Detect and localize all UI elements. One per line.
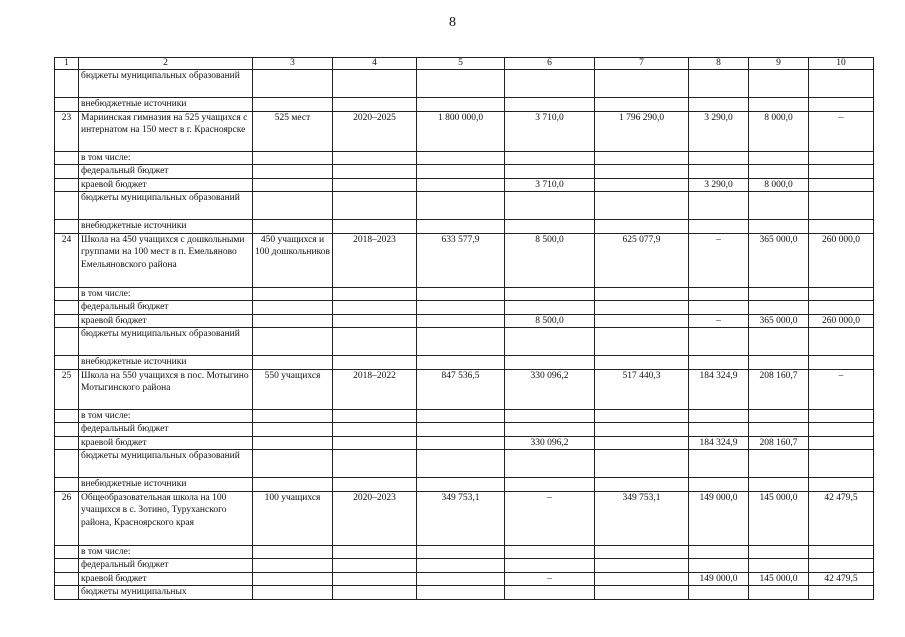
table-cell: [253, 70, 333, 98]
table-cell: [809, 356, 874, 370]
table-cell: Школа на 450 учащихся с дошкольными группами на 100 мест в п. Емельяново Емельяновского района: [79, 233, 253, 287]
table-cell: [809, 151, 874, 165]
table-cell: –: [505, 491, 595, 545]
table-cell: 145 000,0: [749, 491, 809, 545]
table-cell: [505, 70, 595, 98]
table-cell: 208 160,7: [749, 436, 809, 450]
table-cell: [417, 423, 505, 437]
table-cell: [333, 356, 417, 370]
table-cell: федеральный бюджет: [79, 423, 253, 437]
table-cell: [253, 478, 333, 492]
table-cell: [417, 151, 505, 165]
table-cell: 2018–2022: [333, 369, 417, 409]
table-cell: [749, 301, 809, 315]
table-cell: 42 479,5: [809, 491, 874, 545]
table-cell: [253, 586, 333, 600]
table-cell: [749, 559, 809, 573]
table-cell: [595, 478, 689, 492]
table-cell: 260 000,0: [809, 314, 874, 328]
table-cell: краевой бюджет: [79, 572, 253, 586]
table-cell: [55, 586, 79, 600]
table-cell: [55, 287, 79, 301]
table-cell: 625 077,9: [595, 233, 689, 287]
table-cell: [505, 559, 595, 573]
table-cell: [417, 70, 505, 98]
table-cell: [689, 356, 749, 370]
table-cell: бюджеты муниципальных образований: [79, 450, 253, 478]
table-cell: [809, 192, 874, 220]
table-cell: [505, 220, 595, 234]
table-cell: 184 324,9: [689, 436, 749, 450]
table-row: [55, 491, 874, 545]
table-row: [55, 70, 874, 98]
table-cell: [417, 328, 505, 356]
table-cell: 100 учащихся: [253, 491, 333, 545]
table-row: [55, 233, 874, 287]
table-cell: [55, 192, 79, 220]
table-cell: федеральный бюджет: [79, 165, 253, 179]
column-header: 2: [79, 58, 253, 70]
table-cell: [253, 151, 333, 165]
table-cell: [417, 98, 505, 112]
table-cell: [689, 287, 749, 301]
table-cell: 3 290,0: [689, 178, 749, 192]
table-cell: [333, 559, 417, 573]
table-cell: 349 753,1: [595, 491, 689, 545]
table-cell: [505, 478, 595, 492]
table-cell: [689, 586, 749, 600]
table-body: [55, 70, 874, 600]
table-cell: [809, 478, 874, 492]
table-cell: [595, 165, 689, 179]
table-row: [55, 369, 874, 409]
table-cell: [417, 436, 505, 450]
table-cell: [253, 356, 333, 370]
table-row: [55, 165, 874, 179]
table-cell: [809, 436, 874, 450]
table-cell: [689, 165, 749, 179]
table-cell: [809, 301, 874, 315]
table-cell: [505, 356, 595, 370]
table-cell: [689, 192, 749, 220]
table-cell: [55, 450, 79, 478]
table-cell: [505, 151, 595, 165]
table-cell: [689, 478, 749, 492]
table-cell: [809, 328, 874, 356]
table-cell: 550 учащихся: [253, 369, 333, 409]
table-cell: 450 учащихся и 100 дошкольников: [253, 233, 333, 287]
table-cell: [749, 423, 809, 437]
table-cell: [253, 436, 333, 450]
table-cell: 525 мест: [253, 111, 333, 151]
table-cell: [595, 436, 689, 450]
table-cell: [55, 423, 79, 437]
table-cell: 330 096,2: [505, 436, 595, 450]
table-cell: [55, 436, 79, 450]
table-cell: [689, 545, 749, 559]
table-cell: [333, 478, 417, 492]
table-cell: [253, 165, 333, 179]
table-cell: [689, 450, 749, 478]
table-cell: Школа на 550 учащихся в пос. Мотыгино Мотыгинского района: [79, 369, 253, 409]
table-cell: [333, 220, 417, 234]
table-cell: бюджеты муниципальных образований: [79, 328, 253, 356]
table-cell: [55, 70, 79, 98]
table-row: [55, 220, 874, 234]
table-cell: 8 500,0: [505, 314, 595, 328]
table-cell: 3 290,0: [689, 111, 749, 151]
table-cell: [253, 423, 333, 437]
table-cell: [253, 559, 333, 573]
table-cell: [689, 423, 749, 437]
table-row: [55, 301, 874, 315]
table-cell: [417, 178, 505, 192]
table-cell: [689, 559, 749, 573]
table-cell: [333, 328, 417, 356]
table-cell: [595, 314, 689, 328]
table-cell: 8 500,0: [505, 233, 595, 287]
table-cell: [253, 98, 333, 112]
table-row: [55, 314, 874, 328]
table-cell: [689, 151, 749, 165]
table-cell: краевой бюджет: [79, 314, 253, 328]
table-cell: [417, 478, 505, 492]
table-cell: внебюджетные источники: [79, 356, 253, 370]
table-cell: [333, 178, 417, 192]
table-cell: [505, 423, 595, 437]
table-cell: бюджеты муниципальных образований: [79, 70, 253, 98]
table-cell: [417, 314, 505, 328]
table-cell: [253, 220, 333, 234]
table-cell: [809, 409, 874, 423]
table-cell: [749, 450, 809, 478]
table-cell: 3 710,0: [505, 111, 595, 151]
table-cell: [55, 572, 79, 586]
table-cell: –: [689, 314, 749, 328]
table-cell: [505, 301, 595, 315]
page-number: 8: [449, 15, 456, 30]
table-row: [55, 409, 874, 423]
table-row: [55, 151, 874, 165]
table-cell: в том числе:: [79, 409, 253, 423]
column-header: 3: [253, 58, 333, 70]
table-cell: [505, 165, 595, 179]
table-cell: [253, 409, 333, 423]
table-cell: 633 577,9: [417, 233, 505, 287]
table-cell: [417, 409, 505, 423]
table-cell: [749, 478, 809, 492]
column-header: 8: [689, 58, 749, 70]
table-cell: [505, 450, 595, 478]
table-cell: [55, 328, 79, 356]
table-cell: [417, 301, 505, 315]
table-row: [55, 559, 874, 573]
table-cell: [55, 220, 79, 234]
table-cell: [253, 545, 333, 559]
table-cell: [253, 178, 333, 192]
table-cell: Общеобразовательная школа на 100 учащихся в с. Зотино, Туруханского района, Красноярского края: [79, 491, 253, 545]
table-cell: [749, 70, 809, 98]
table-cell: [253, 328, 333, 356]
table-cell: [809, 287, 874, 301]
table-cell: 145 000,0: [749, 572, 809, 586]
table-cell: бюджеты муниципальных образований: [79, 192, 253, 220]
table-cell: [505, 98, 595, 112]
table-cell: [595, 409, 689, 423]
table-cell: 184 324,9: [689, 369, 749, 409]
table-row: [55, 572, 874, 586]
table-cell: –: [809, 111, 874, 151]
table-cell: [595, 178, 689, 192]
table-cell: –: [809, 369, 874, 409]
table-cell: [809, 220, 874, 234]
table-cell: [55, 409, 79, 423]
table-row: [55, 478, 874, 492]
table-cell: 2020–2025: [333, 111, 417, 151]
column-header: 7: [595, 58, 689, 70]
table-cell: краевой бюджет: [79, 178, 253, 192]
table-cell: [333, 545, 417, 559]
table-cell: [595, 572, 689, 586]
table-cell: [749, 356, 809, 370]
table-cell: [595, 559, 689, 573]
table-cell: [749, 165, 809, 179]
table-cell: [505, 192, 595, 220]
table-cell: –: [505, 572, 595, 586]
table-cell: [333, 314, 417, 328]
table-cell: [505, 328, 595, 356]
table-cell: [749, 192, 809, 220]
table-cell: [333, 586, 417, 600]
table-cell: федеральный бюджет: [79, 559, 253, 573]
table-cell: [595, 98, 689, 112]
table-row: [55, 356, 874, 370]
table-cell: 3 710,0: [505, 178, 595, 192]
table-cell: [595, 356, 689, 370]
table-cell: [333, 98, 417, 112]
table-cell: [417, 450, 505, 478]
table-cell: [749, 409, 809, 423]
table-row: [55, 192, 874, 220]
table-cell: [749, 586, 809, 600]
table-cell: [749, 151, 809, 165]
table-cell: 517 440,3: [595, 369, 689, 409]
table-row: [55, 450, 874, 478]
table-cell: [417, 559, 505, 573]
table-cell: 208 160,7: [749, 369, 809, 409]
table-cell: [689, 409, 749, 423]
table-cell: [333, 287, 417, 301]
table-cell: [417, 356, 505, 370]
table-cell: [505, 287, 595, 301]
table-cell: 1 796 290,0: [595, 111, 689, 151]
table-cell: [333, 436, 417, 450]
column-header: 1: [55, 58, 79, 70]
table-cell: [55, 178, 79, 192]
table-cell: 365 000,0: [749, 314, 809, 328]
table-cell: [809, 178, 874, 192]
table-cell: [505, 409, 595, 423]
table-cell: [333, 423, 417, 437]
table-cell: [55, 301, 79, 315]
table-cell: [253, 572, 333, 586]
table-cell: [595, 301, 689, 315]
table-cell: 149 000,0: [689, 572, 749, 586]
table-cell: 2018–2023: [333, 233, 417, 287]
table-cell: внебюджетные источники: [79, 478, 253, 492]
table-cell: [809, 70, 874, 98]
table-cell: [333, 409, 417, 423]
table-cell: [689, 70, 749, 98]
table-cell: федеральный бюджет: [79, 301, 253, 315]
table-row: [55, 328, 874, 356]
table-cell: в том числе:: [79, 545, 253, 559]
table-cell: внебюджетные источники: [79, 98, 253, 112]
table-cell: [595, 287, 689, 301]
table-row: [55, 545, 874, 559]
table-row: [55, 178, 874, 192]
table-cell: [333, 450, 417, 478]
table-cell: [595, 545, 689, 559]
table-cell: [253, 314, 333, 328]
table-cell: [55, 151, 79, 165]
table-cell: [333, 151, 417, 165]
table-cell: [749, 98, 809, 112]
column-header: 4: [333, 58, 417, 70]
table-cell: [505, 545, 595, 559]
table-cell: 1 800 000,0: [417, 111, 505, 151]
table-cell: [749, 545, 809, 559]
table-cell: [417, 545, 505, 559]
table-cell: [689, 328, 749, 356]
table-cell: [595, 192, 689, 220]
table-cell: 42 479,5: [809, 572, 874, 586]
table-cell: [809, 98, 874, 112]
table-cell: [333, 301, 417, 315]
table-cell: [809, 423, 874, 437]
table-cell: в том числе:: [79, 287, 253, 301]
table-cell: 24: [55, 233, 79, 287]
table-cell: [595, 423, 689, 437]
table-cell: [689, 220, 749, 234]
table-cell: [55, 545, 79, 559]
table-cell: 847 536,5: [417, 369, 505, 409]
header-row: [55, 58, 874, 70]
table-cell: [253, 287, 333, 301]
table-cell: 349 753,1: [417, 491, 505, 545]
table-cell: [417, 287, 505, 301]
table-cell: 365 000,0: [749, 233, 809, 287]
table-cell: [749, 287, 809, 301]
table-cell: [809, 559, 874, 573]
table-cell: [253, 301, 333, 315]
column-header: 10: [809, 58, 874, 70]
table-cell: [417, 165, 505, 179]
table-cell: [55, 314, 79, 328]
table-cell: [55, 98, 79, 112]
table-cell: [809, 450, 874, 478]
table-cell: [253, 450, 333, 478]
table-cell: 260 000,0: [809, 233, 874, 287]
table-row: [55, 423, 874, 437]
column-header: 9: [749, 58, 809, 70]
budget-table: [54, 57, 874, 600]
table-cell: 8 000,0: [749, 111, 809, 151]
table-cell: бюджеты муниципальных: [79, 586, 253, 600]
table-cell: [595, 586, 689, 600]
table-row: [55, 111, 874, 151]
table-cell: 25: [55, 369, 79, 409]
table-cell: [55, 165, 79, 179]
table-cell: [333, 70, 417, 98]
table-cell: в том числе:: [79, 151, 253, 165]
table-cell: [809, 165, 874, 179]
table-cell: 330 096,2: [505, 369, 595, 409]
table-cell: [55, 478, 79, 492]
table-cell: краевой бюджет: [79, 436, 253, 450]
table-cell: [417, 572, 505, 586]
table-cell: [595, 220, 689, 234]
table-cell: 8 000,0: [749, 178, 809, 192]
table-cell: [595, 450, 689, 478]
table-cell: [595, 328, 689, 356]
table-cell: 23: [55, 111, 79, 151]
table-row: [55, 98, 874, 112]
table-cell: [333, 192, 417, 220]
table-cell: 26: [55, 491, 79, 545]
table-cell: [595, 151, 689, 165]
table-cell: [253, 192, 333, 220]
table-cell: [333, 572, 417, 586]
table-row: [55, 436, 874, 450]
table-row: [55, 586, 874, 600]
table-cell: [595, 70, 689, 98]
table-cell: 2020–2023: [333, 491, 417, 545]
table-cell: [417, 192, 505, 220]
table-cell: [417, 220, 505, 234]
table-cell: [809, 586, 874, 600]
table-row: [55, 287, 874, 301]
table-cell: [55, 559, 79, 573]
table-cell: внебюджетные источники: [79, 220, 253, 234]
table-cell: 149 000,0: [689, 491, 749, 545]
table-cell: [333, 165, 417, 179]
table-cell: [809, 545, 874, 559]
table-cell: [55, 356, 79, 370]
column-header: 6: [505, 58, 595, 70]
table-cell: [689, 98, 749, 112]
table-cell: [749, 220, 809, 234]
table-cell: [749, 328, 809, 356]
column-header: 5: [417, 58, 505, 70]
table-cell: –: [689, 233, 749, 287]
table-cell: Мариинская гимназия на 525 учащихся с интернатом на 150 мест в г. Красноярске: [79, 111, 253, 151]
table-cell: [417, 586, 505, 600]
table-cell: [505, 586, 595, 600]
table-cell: [689, 301, 749, 315]
